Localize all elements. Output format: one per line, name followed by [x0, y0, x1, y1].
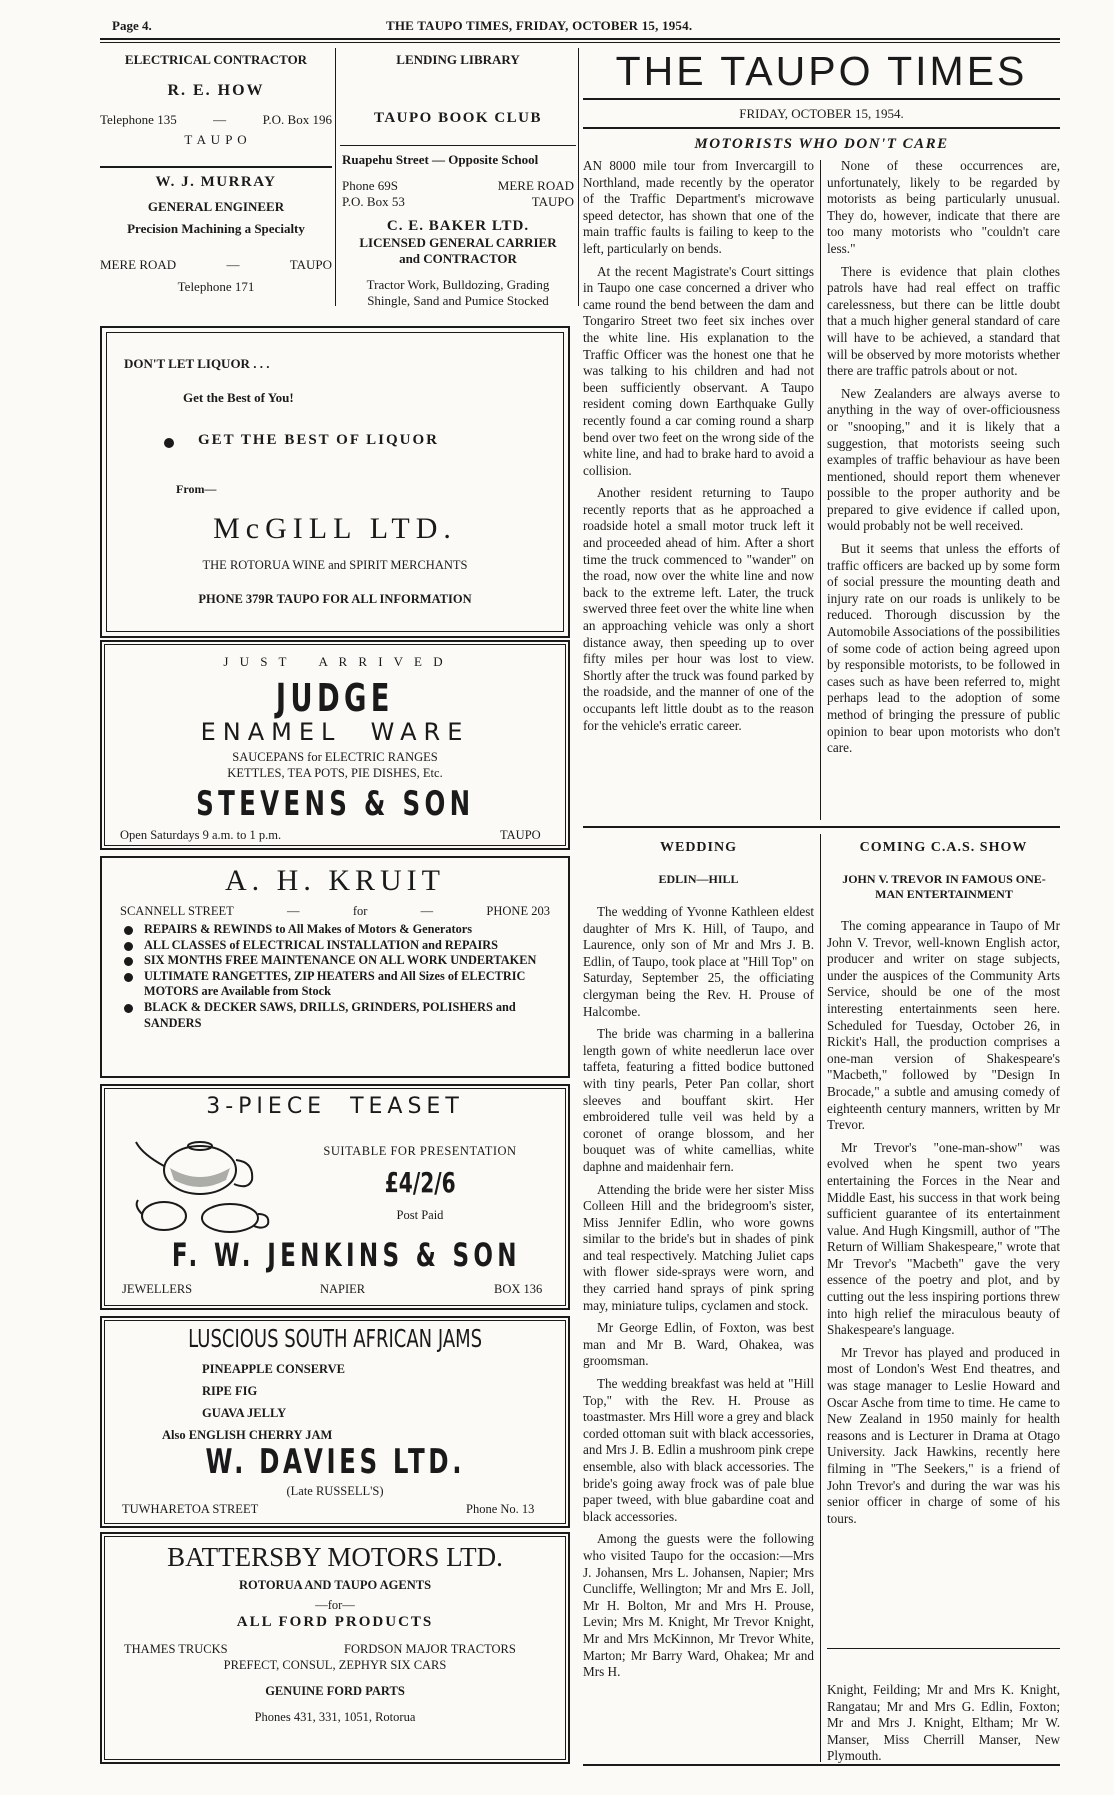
kruit-dash1: — [287, 904, 300, 918]
wedding-p6: Among the guests were the following who visited Taupo for the occasion:—Mrs J. Johansen, Mrs L. Johansen, Napier; Mrs Cuncliffe, Wellington; Mr and Mrs E. Joll, Mr H. Bolton, Mr and Mrs H. Prouse, Levin; Mrs M. Knight, Mr Trevor Knight, Mr and Mrs McKinnon, Mr Trevor White, Marton; Mr Barry Ward, Ohakea; Mr and Mrs H. [583, 1531, 814, 1680]
howe-directory [100, 52, 332, 148]
jenkins-name: F. W. JENKINS & SON [171, 1236, 521, 1274]
dir-divider-2 [578, 48, 579, 306]
mcgill-ad-inner [106, 332, 564, 632]
dir-divider-1 [335, 48, 336, 306]
battersby-l6: GENUINE FORD PARTS [265, 1684, 405, 1698]
lower-divider [820, 834, 821, 1762]
show-end-rule [827, 1648, 1060, 1649]
show-p2: Mr Trevor's "one-man-show" was evolved when he spent two years entertaining the Forces in the Near and Middle East, his success in that work being sufficient guarantee of its entertainment value. And Hugh Kingsmill, author of "The Return of William Shakespeare," wrote that Mr Trevor's "Macbeth" gave the very essence of the poetry and plot, and by cutting out the less inspiring portions threw into high relief the miraculous beauty of Shakespeare's language. [827, 1139, 1060, 1338]
kruit-item: REPAIRS & REWINDS to All Makes of Motors & Generators [122, 922, 552, 938]
kruit-street: SCANNELL STREET [120, 904, 234, 918]
murray-town: TAUPO [289, 257, 332, 272]
editorial-bottom-rule [583, 826, 1060, 828]
howe-phone: Telephone 135 [100, 112, 177, 127]
kruit-item: ULTIMATE RANGETTES, ZIP HEATERS and All Sizes of ELECTRIC MOTORS are Available from Stock [122, 969, 552, 1000]
murray-addr: MERE ROAD [100, 257, 177, 272]
library-name: TAUPO BOOK CLUB [373, 110, 543, 126]
davies-l1-wrap [104, 1324, 566, 1353]
murray-dash: — [226, 257, 240, 272]
howe-heading: ELECTRICAL CONTRACTOR [124, 52, 308, 67]
show-subhead: JOHN V. TREVOR IN FAMOUS ONE-MAN ENTERTAINMENT [842, 872, 1046, 901]
editorial-p2: At the recent Magistrate's Court sittings in Taupo one case concerned a driver who came round the bend between the dam and Tongariro Street two feet six inches over the white line. His explanation to the Traffic Officer was the honest one that he was talking to his children and had not been sufficiently observant. A Taupo resident coming down Earthquake Gully recently found a car coming round a sharp bend over two feet on the wrong side of the white line, and had to brake hard to avoid a collision. [583, 263, 814, 478]
kruit-dash2: — [420, 904, 434, 918]
wedding-headline: WEDDING [659, 840, 737, 855]
editorial-p7: But it seems that unless the efforts of traffic officers are backed up by some form of social pressure the mounting death and injury rate on our roads is unlikely to be reduced. Thorough discussion by the Automobile Associations of the possibilities of some code of action being agreed upon by responsible motorists, to be followed in cases such as have been referred to, might perhaps lead to the adoption of some method of bringing the pressure of public opinion to bear upon motorists who don't care. [827, 541, 1060, 756]
header-rule [100, 38, 1060, 40]
davies-l5: Also ENGLISH CHERRY JAM [162, 1428, 333, 1442]
editorial-p3: Another resident returning to Taupo recently reports that as he approached a roadside hotel a small motor truck left it and proceeded ahead of him. After a short time the truck commenced to "wander" on the road, now over the white line and now back to the extreme left. Later, the truck swerved three feet over the white line when an approaching vehicle was only a short distance away, then speeding up to over fifty miles per hour was lost to view. Shortly after the truck was found parked by the roadside, and the manner of one of the occupants left little doubt as to the reason for the vehicle's erratic career. [583, 485, 814, 733]
jenkins-l5: NAPIER [320, 1282, 366, 1296]
teapot-illustration [130, 1128, 300, 1248]
wedding-p5: The wedding breakfast was held at "Hill Top," with the Rev. H. Prouse as toastmaster. Mrs Hill wore a grey and black corded ottoman suit with black accessories, and Mrs J. B. Edlin a mushroom pink crepe ensemble, also with black accessories. The bride's going away frock was of pale blue paper tweed, with blue gabardine coat and black accessories. [583, 1376, 814, 1524]
murray-line2: Precision Machining a Specialty [127, 221, 305, 236]
howe-town: T A U P O [184, 132, 248, 147]
library-road: MERE ROAD [497, 178, 574, 193]
library-heading: LENDING LIBRARY [396, 52, 520, 67]
murray-name: W. J. MURRAY [155, 174, 277, 190]
library-phone: Phone 69S [342, 178, 398, 193]
stevens-l4: SAUCEPANS for ELECTRIC RANGES [232, 750, 438, 764]
bullet-icon [164, 438, 174, 448]
davies-name-wrap [104, 1442, 566, 1482]
davies-l6: (Late RUSSELL'S) [286, 1484, 384, 1498]
editorial-p5: There is evidence that plain clothes patrols have had real effect on traffic carelessness, but there can be little doubt that a much higher general standard of care will have to be achieved, a standard that will be observed by more motorists whether there are traffic patrols about or not. [827, 263, 1060, 379]
mcgill-l2: Get the Best of You! [183, 390, 294, 405]
show-continued: Knight, Feilding; Mr and Mrs K. Knight, Rangatau; Mr and Mrs G. Edlin, Foxton; Mr and Mrs J. Knight, Eltham; Mr W. Manser, Miss Cherrill Manser, New Plymouth. [827, 1682, 1060, 1764]
kruit-for: for [352, 904, 368, 918]
stevens-town: TAUPO [500, 828, 541, 842]
library-details [342, 152, 574, 210]
kruit-phone: PHONE 203 [486, 904, 550, 918]
davies-phone: Phone No. 13 [466, 1502, 535, 1516]
jenkins-l2: SUITABLE FOR PRESENTATION [323, 1144, 517, 1158]
editorial-divider [820, 160, 821, 820]
mcgill-l6: PHONE 379R TAUPO FOR ALL INFORMATION [198, 592, 472, 606]
jenkins-l4: JEWELLERS [122, 1282, 193, 1296]
masthead-title: THE TAUPO TIMES [615, 48, 1028, 94]
stevens-name: STEVENS & SON [195, 784, 475, 824]
baker-line3: Tractor Work, Bulldozing, Grading [366, 277, 550, 292]
mcgill-l4: From— [176, 482, 217, 496]
wedding-p3: Attending the bride were her sister Miss Colleen Hill and the bridegroom's sister, Miss Jennifer Edlin, who wore gowns similar to the bride's but in shades of pink and teal respectively. Matching Juliet caps with flower side-sprays were worn, and they carried hand sprays of pink spring may, miniature tulips, cyclamen and stock. [583, 1181, 814, 1313]
mcgill-l1: DON'T LET LIQUOR . . . [124, 356, 270, 371]
stevens-l3: ENAMEL WARE [200, 718, 470, 746]
howe-box: P.O. Box 196 [262, 112, 332, 127]
wedding-guests-continued [827, 1682, 1060, 1771]
wedding-body [583, 904, 814, 1687]
page-bottom-rule [583, 1764, 1060, 1766]
jenkins-price-wrap [310, 1166, 530, 1199]
editorial-p6: New Zealanders are always averse to anything in the way of over-officiousness or "snooping," and it is likely that a suggestion, that motorists seeing such examples of traffic behaviour as have been mentioned, should report them whenever possible to the proper authority and be prepared to give evidence if called upon, would probably not be well received. [827, 385, 1060, 534]
kruit-item: BLACK & DECKER SAWS, DRILLS, GRINDERS, POLISHERS and SANDERS [122, 1000, 552, 1031]
stevens-l2 [104, 676, 566, 720]
show-p1: The coming appearance in Taupo of Mr John V. Trevor, well-known English actor, producer and writer on stage subjects, under the auspices of the Community Arts Service, should be one of the most interesting entertainments seen here. Scheduled for Tuesday, October 26, in Rickit's Hall, the production comprises a one-man version of Shakespeare's "Macbeth," followed by "Design In Brocade," a subtle and amusing comedy of eighteenth century manners, written by Mr Trevor. [827, 918, 1060, 1133]
howe-name: R. E. HOW [167, 82, 265, 99]
davies-l1: LUSCIOUS SOUTH AFRICAN JAMS [188, 1324, 482, 1353]
library-directory [340, 52, 576, 127]
davies-l3: RIPE FIG [202, 1384, 258, 1398]
dir-left-rule [100, 166, 332, 168]
kruit-item: ALL CLASSES of ELECTRICAL INSTALLATION and REPAIRS [122, 938, 552, 954]
masthead-date: FRIDAY, OCTOBER 15, 1954. [739, 106, 904, 121]
page-number: Page 4. [112, 18, 152, 33]
stevens-brand: JUDGE [276, 676, 394, 720]
battersby-l2: —for— [315, 1598, 355, 1612]
mcgill-l5: THE ROTORUA WINE and SPIRIT MERCHANTS [202, 558, 468, 572]
kruit-item: SIX MONTHS FREE MAINTENANCE ON ALL WORK UNDERTAKEN [122, 953, 552, 969]
baker-line4: Shingle, Sand and Pumice Stocked [367, 293, 549, 308]
howe-dash: — [213, 112, 227, 127]
stevens-hours: Open Saturdays 9 a.m. to 1 p.m. [120, 828, 282, 842]
library-addr: Ruapehu Street — Opposite School [342, 152, 539, 167]
battersby-name: BATTERSBY MOTORS LTD. [167, 1542, 503, 1572]
baker-line1: LICENSED GENERAL CARRIER [359, 235, 557, 250]
jenkins-price: £4/2/6 [384, 1166, 456, 1199]
murray-line1: GENERAL ENGINEER [147, 199, 285, 214]
davies-l4: GUAVA JELLY [202, 1406, 287, 1420]
stevens-l5: KETTLES, TEA POTS, PIE DISHES, Etc. [227, 766, 443, 780]
davies-street: TUWHARETOA STREET [122, 1502, 259, 1516]
battersby-l3: ALL FORD PRODUCTS [236, 1614, 434, 1630]
kruit-name: A. H. KRUIT [225, 864, 445, 897]
jenkins-l6: BOX 136 [494, 1282, 543, 1296]
library-rule [340, 145, 576, 146]
murray-phone: Telephone 171 [177, 279, 255, 294]
wedding-subhead: EDLIN—HILL [658, 872, 739, 886]
battersby-l4a: THAMES TRUCKS [124, 1642, 228, 1656]
kruit-address [120, 904, 550, 919]
davies-l2: PINEAPPLE CONSERVE [202, 1362, 345, 1376]
wedding-p2: The bride was charming in a ballerina length gown of white needlerun lace over taffeta, featuring a fitted bodice buttoned with tiny pearls, Peter Pan collar, short sleeves and bouffant skirt. Her embroidered tulle veil was held by a coronet of orange blossom, and her bouquet was of white camellias, white daphne and maidenhair fern. [583, 1026, 814, 1174]
battersby-l5: PREFECT, CONSUL, ZEPHYR SIX CARS [223, 1658, 447, 1672]
mcgill-name: McGILL LTD. [213, 512, 457, 545]
editorial-col-1 [583, 158, 814, 740]
masthead-rule-top [583, 98, 1060, 100]
battersby-l4b: FORDSON MAJOR TRACTORS [344, 1642, 516, 1656]
battersby-l1: ROTORUA AND TAUPO AGENTS [238, 1578, 432, 1592]
show-p3: Mr Trevor has played and produced in most of London's West End theatres, and was stage manager to Leslie Howard and Oscar Asche from time to time. He came to New Zealand in 1950 mainly for health reasons and is Lecturer in Drama at Otago University. Jack Hawkins, recently here filming in "The Seekers," is a friend of John Trevor's and during the war was his senior officer in charge of some of his tours. [827, 1344, 1060, 1526]
library-box: P.O. Box 53 [342, 194, 405, 209]
editorial-headline: MOTORISTS WHO DON'T CARE [694, 136, 949, 152]
mcgill-l3: GET THE BEST OF LIQUOR [198, 432, 440, 448]
stevens-name-wrap [104, 784, 566, 824]
editorial-p4: None of these occurrences are, unfortunately, likely to be regarded by motorists as being particularly unusual. They do, however, indicate that there are too many motorists who "couldn't care less." [827, 158, 1060, 256]
masthead-rule-bottom [583, 127, 1060, 129]
davies-name: W. DAVIES LTD. [205, 1442, 465, 1482]
editorial-p1: AN 8000 mile tour from Invercargill to Northland, made recently by the operator of the Traffic Department's microwave speed detector, has shown that one of the main traffic faults is failing to keep to the left, particularly on bends. [583, 158, 814, 256]
baker-name: C. E. BAKER LTD. [386, 218, 530, 234]
baker-line2: and CONTRACTOR [399, 251, 517, 266]
battersby-l7: Phones 431, 331, 1051, Rotorua [254, 1710, 416, 1724]
editorial-col-2 [827, 158, 1060, 763]
murray-directory [100, 174, 332, 295]
show-body [827, 918, 1060, 1533]
wedding-p1: The wedding of Yvonne Kathleen eldest daughter of Mrs K. Hill, of Taupo, and Laurence, only son of Mr and Mrs J. B. Edlin, of Taupo, took place at "Hill Top" on Saturday, September 25, the officiating clergyman being the Rev. H. Prouse of Halcombe. [583, 904, 814, 1019]
jenkins-l3: Post Paid [396, 1208, 444, 1222]
page-dateline: THE TAUPO TIMES, FRIDAY, OCTOBER 15, 1954. [386, 18, 693, 33]
show-headline: COMING C.A.S. SHOW [859, 840, 1028, 855]
library-town: TAUPO [531, 194, 574, 209]
wedding-p4: Mr George Edlin, of Foxton, was best man and Mr B. Ward, Ohakea, was groomsman. [583, 1320, 814, 1369]
header-rule-thin [100, 42, 1060, 43]
baker-directory [340, 218, 576, 309]
jenkins-l1: 3-PIECE TEASET [206, 1094, 464, 1119]
jenkins-name-wrap [104, 1236, 566, 1274]
kruit-list [122, 922, 552, 1031]
stevens-l1: J U S T A R R I V E D [223, 654, 447, 669]
